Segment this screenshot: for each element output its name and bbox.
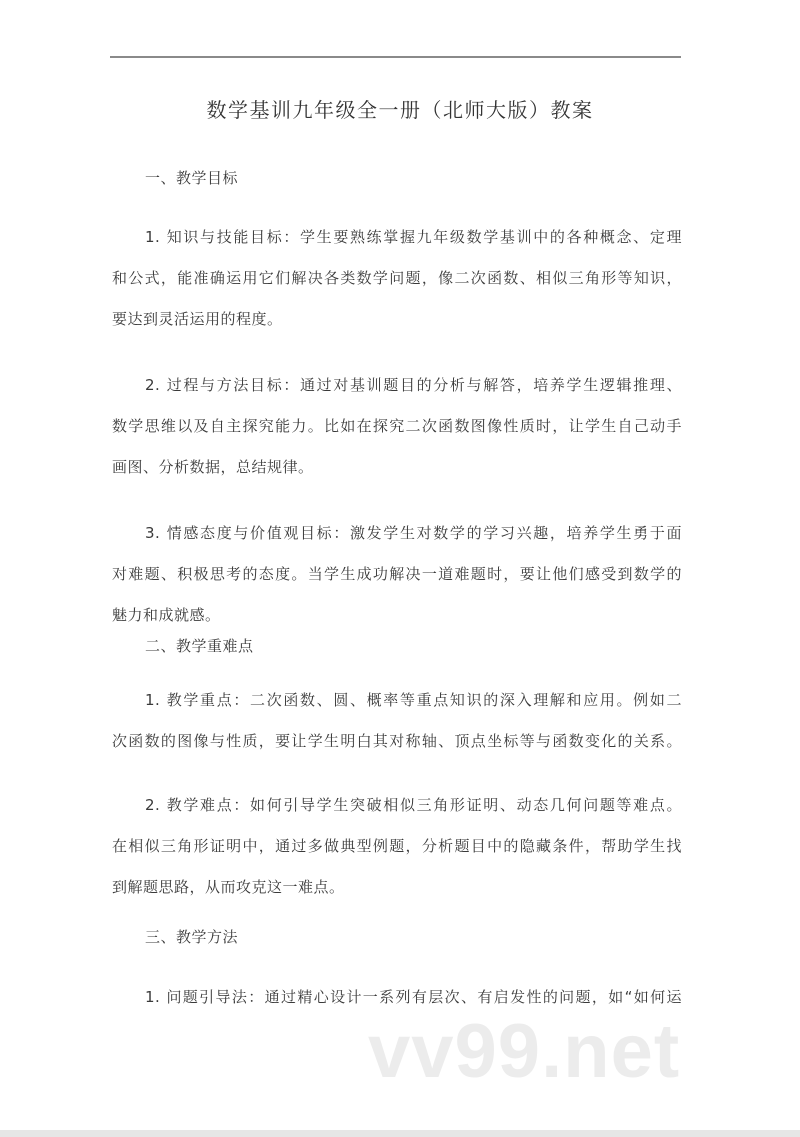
paragraph-line: 3. 情感态度与价值观目标：激发学生对数学的学习兴趣，培养学生勇于面 — [145, 524, 682, 542]
header-rule — [110, 56, 681, 58]
paragraph-line: 次函数的图像与性质，要让学生明白其对称轴、顶点坐标等与函数变化的关系。 — [112, 732, 682, 750]
paragraph-line: 和公式，能准确运用它们解决各类数学问题，像二次函数、相似三角形等知识， — [112, 269, 682, 287]
paragraph-line: 2. 过程与方法目标：通过对基训题目的分析与解答，培养学生逻辑推理、 — [145, 376, 682, 394]
page-bottom-edge — [0, 1130, 800, 1137]
section-heading: 二、教学重难点 — [145, 637, 254, 655]
paragraph-line: 1. 教学重点：二次函数、圆、概率等重点知识的深入理解和应用。例如二 — [145, 691, 682, 709]
paragraph-line: 数学思维以及自主探究能力。比如在探究二次函数图像性质时，让学生自己动手 — [112, 417, 682, 435]
watermark: vv99.net — [368, 1009, 681, 1094]
paragraph-line: 画图、分析数据，总结规律。 — [112, 458, 314, 476]
paragraph-line: 在相似三角形证明中，通过多做典型例题，分析题目中的隐藏条件，帮助学生找 — [112, 837, 682, 855]
section-heading: 一、教学目标 — [145, 169, 239, 187]
paragraph-line: 对难题、积极思考的态度。当学生成功解决一道难题时，要让他们感受到数学的 — [112, 565, 682, 583]
paragraph-line: 2. 教学难点：如何引导学生突破相似三角形证明、动态几何问题等难点。 — [145, 796, 682, 814]
paragraph-line: 要达到灵活运用的程度。 — [112, 310, 283, 328]
document-title: 数学基训九年级全一册（北师大版）教案 — [206, 98, 594, 122]
paragraph-line: 到解题思路，从而攻克这一难点。 — [112, 878, 345, 896]
paragraph-line: 魅力和成就感。 — [112, 606, 221, 624]
section-heading: 三、教学方法 — [145, 928, 239, 946]
paragraph-line: 1. 知识与技能目标：学生要熟练掌握九年级数学基训中的各种概念、定理 — [145, 228, 682, 246]
paragraph-line: 1. 问题引导法：通过精心设计一系列有层次、有启发性的问题，如“如何运 — [145, 988, 682, 1006]
